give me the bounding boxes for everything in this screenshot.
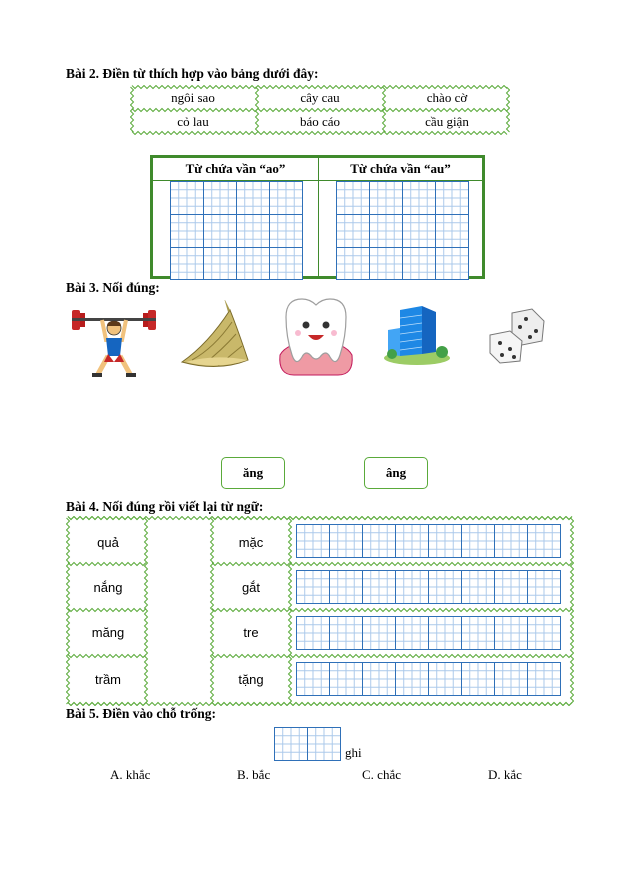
left-word[interactable]: măng — [91, 625, 125, 640]
left-word[interactable]: nắng — [93, 580, 123, 595]
bai5-title: Bài 5. Điền vào chỗ trống: — [66, 706, 216, 721]
column-divider — [318, 158, 319, 276]
vowel-box-ang[interactable]: ăng — [221, 457, 285, 489]
writing-row[interactable] — [296, 524, 561, 558]
word-cell: cây cau — [300, 90, 340, 105]
building-icon — [382, 304, 452, 366]
word-cell: cầu giận — [425, 114, 469, 129]
col1-header: Từ chứa vần “ao” — [153, 158, 318, 181]
option-c[interactable]: C. chắc — [362, 767, 401, 782]
dice-icon — [486, 307, 548, 365]
blank-box[interactable] — [274, 727, 341, 761]
option-b[interactable]: B. bắc — [237, 767, 271, 782]
word-bank — [130, 85, 510, 135]
bai3-title: Bài 3. Nối đúng: — [66, 280, 160, 295]
right-word[interactable]: tre — [243, 625, 259, 640]
writing-row[interactable] — [296, 616, 561, 650]
tooth-icon — [274, 297, 358, 379]
right-word[interactable]: mặc — [238, 535, 264, 550]
word-cell: cỏ lau — [177, 114, 209, 129]
writing-row[interactable] — [296, 662, 561, 696]
writing-row[interactable] — [296, 570, 561, 604]
left-word[interactable]: quả — [97, 535, 119, 550]
bai2-title: Bài 2. Điền từ thích hợp vào bảng dưới đây: — [66, 66, 319, 81]
left-word[interactable]: trầm — [95, 672, 121, 687]
right-word[interactable]: tặng — [238, 672, 264, 687]
writing-grid-au[interactable] — [336, 181, 469, 280]
option-a[interactable]: A. khắc — [110, 767, 151, 782]
right-word[interactable]: gắt — [241, 580, 261, 595]
word-cell: chào cờ — [426, 90, 468, 105]
option-d[interactable]: D. kắc — [488, 767, 522, 782]
bai4-title: Bài 4. Nối đúng rồi viết lại từ ngữ: — [66, 499, 264, 514]
word-cell: ngôi sao — [171, 90, 215, 105]
writing-grid-ao[interactable] — [170, 181, 303, 280]
word-cell: báo cáo — [299, 114, 341, 129]
blank-suffix: ghi — [345, 745, 362, 760]
vowel-box-aang[interactable]: âng — [364, 457, 428, 489]
col2-header: Từ chứa vần “au” — [319, 158, 482, 181]
weightlifter-icon — [68, 296, 160, 382]
bamboo-shoot-icon — [178, 300, 254, 374]
vowel-table — [150, 155, 485, 279]
